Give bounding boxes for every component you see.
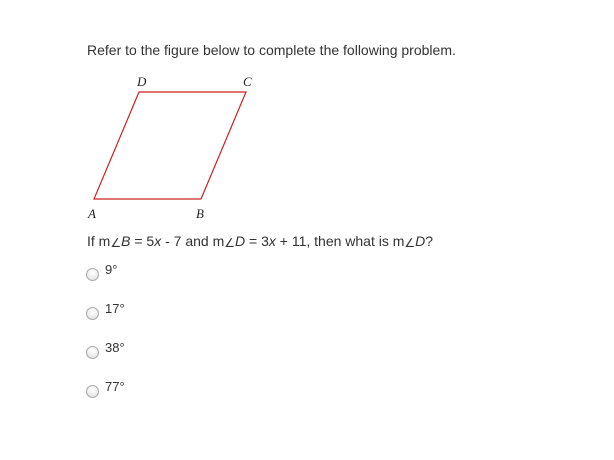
angle-symbol: ∠ bbox=[110, 236, 122, 250]
choice-label: 38° bbox=[105, 340, 125, 355]
choice-label: 9° bbox=[105, 262, 118, 277]
radio-button[interactable] bbox=[86, 385, 99, 398]
expr-d-1: = 3 bbox=[245, 233, 269, 249]
var-b: B bbox=[121, 233, 131, 249]
var-d-2: D bbox=[415, 233, 426, 249]
radio-button[interactable] bbox=[86, 307, 99, 320]
vertex-label-d: D bbox=[137, 74, 147, 89]
vertex-label-a: A bbox=[88, 206, 96, 221]
var-x-1: x bbox=[154, 233, 162, 249]
choice-label: 17° bbox=[105, 301, 125, 316]
expr-d-2: + 11, then what is m bbox=[275, 233, 405, 249]
instruction-text: Refer to the figure below to complete the following problem. bbox=[87, 42, 456, 58]
question-text bbox=[87, 233, 433, 249]
expr-b-2: - 7 and m bbox=[161, 233, 225, 249]
parallelogram-shape bbox=[94, 92, 246, 199]
var-x-2: x bbox=[268, 233, 276, 249]
question-end: ? bbox=[425, 233, 434, 249]
vertex-label-c: C bbox=[243, 74, 252, 89]
angle-symbol: ∠ bbox=[404, 236, 416, 250]
var-d: D bbox=[235, 233, 246, 249]
expr-b-1: = 5 bbox=[130, 233, 155, 249]
choice-label: 77° bbox=[105, 379, 125, 394]
answer-choice[interactable] bbox=[86, 340, 125, 379]
answer-choice[interactable] bbox=[86, 379, 125, 418]
answer-choices bbox=[86, 262, 125, 418]
answer-choice[interactable] bbox=[86, 301, 125, 340]
question-if: If m bbox=[87, 233, 111, 249]
radio-button[interactable] bbox=[86, 268, 99, 281]
answer-choice[interactable] bbox=[86, 262, 125, 301]
vertex-label-b: B bbox=[196, 206, 204, 221]
radio-button[interactable] bbox=[86, 346, 99, 359]
angle-symbol: ∠ bbox=[224, 236, 235, 250]
